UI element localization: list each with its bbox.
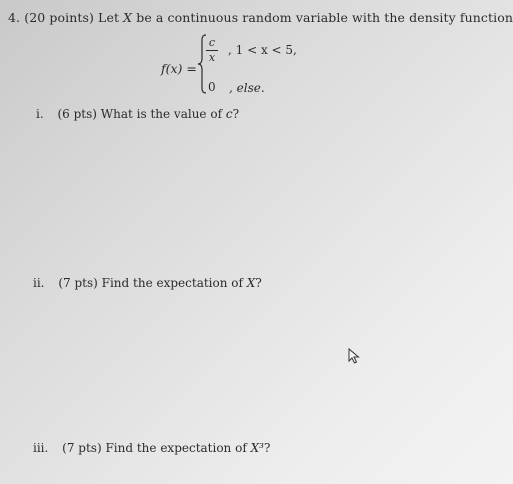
case2-value: 0 [208,80,216,94]
question-ii [33,276,262,290]
case1-condition: , 1 < x < 5, [228,43,297,57]
problem-text-start: Let [98,10,120,25]
case1-fraction [206,37,218,64]
question-symbol: X [246,276,256,290]
question-symbol: c [225,107,233,121]
question-mark: ? [263,441,271,455]
problem-points: (20 points) [24,10,94,25]
question-symbol: X³ [250,441,264,455]
mouse-pointer-icon [348,348,360,364]
question-text: Find the expectation of [101,276,243,290]
problem-statement [8,10,513,25]
problem-number: 4. [8,10,21,25]
question-numeral: i. [36,107,44,121]
question-text: What is the value of [100,107,223,121]
question-mark: ? [232,107,240,121]
question-numeral: iii. [33,441,49,455]
fraction-denominator: x [208,51,216,64]
question-text: Find the expectation of [105,441,247,455]
problem-text-end: be a continuous random variable with the density function [136,10,513,25]
question-mark: ? [255,276,262,290]
question-points: (6 pts) [57,107,97,121]
question-numeral: ii. [33,276,45,290]
case2-condition: , else. [229,81,265,95]
question-i [36,107,239,121]
question-points: (7 pts) [58,276,98,290]
random-variable-symbol: X [123,10,133,25]
question-iii [33,441,270,455]
question-points: (7 pts) [62,441,102,455]
density-function-lhs: f(x) = [161,61,197,76]
fraction-numerator: c [208,36,216,49]
